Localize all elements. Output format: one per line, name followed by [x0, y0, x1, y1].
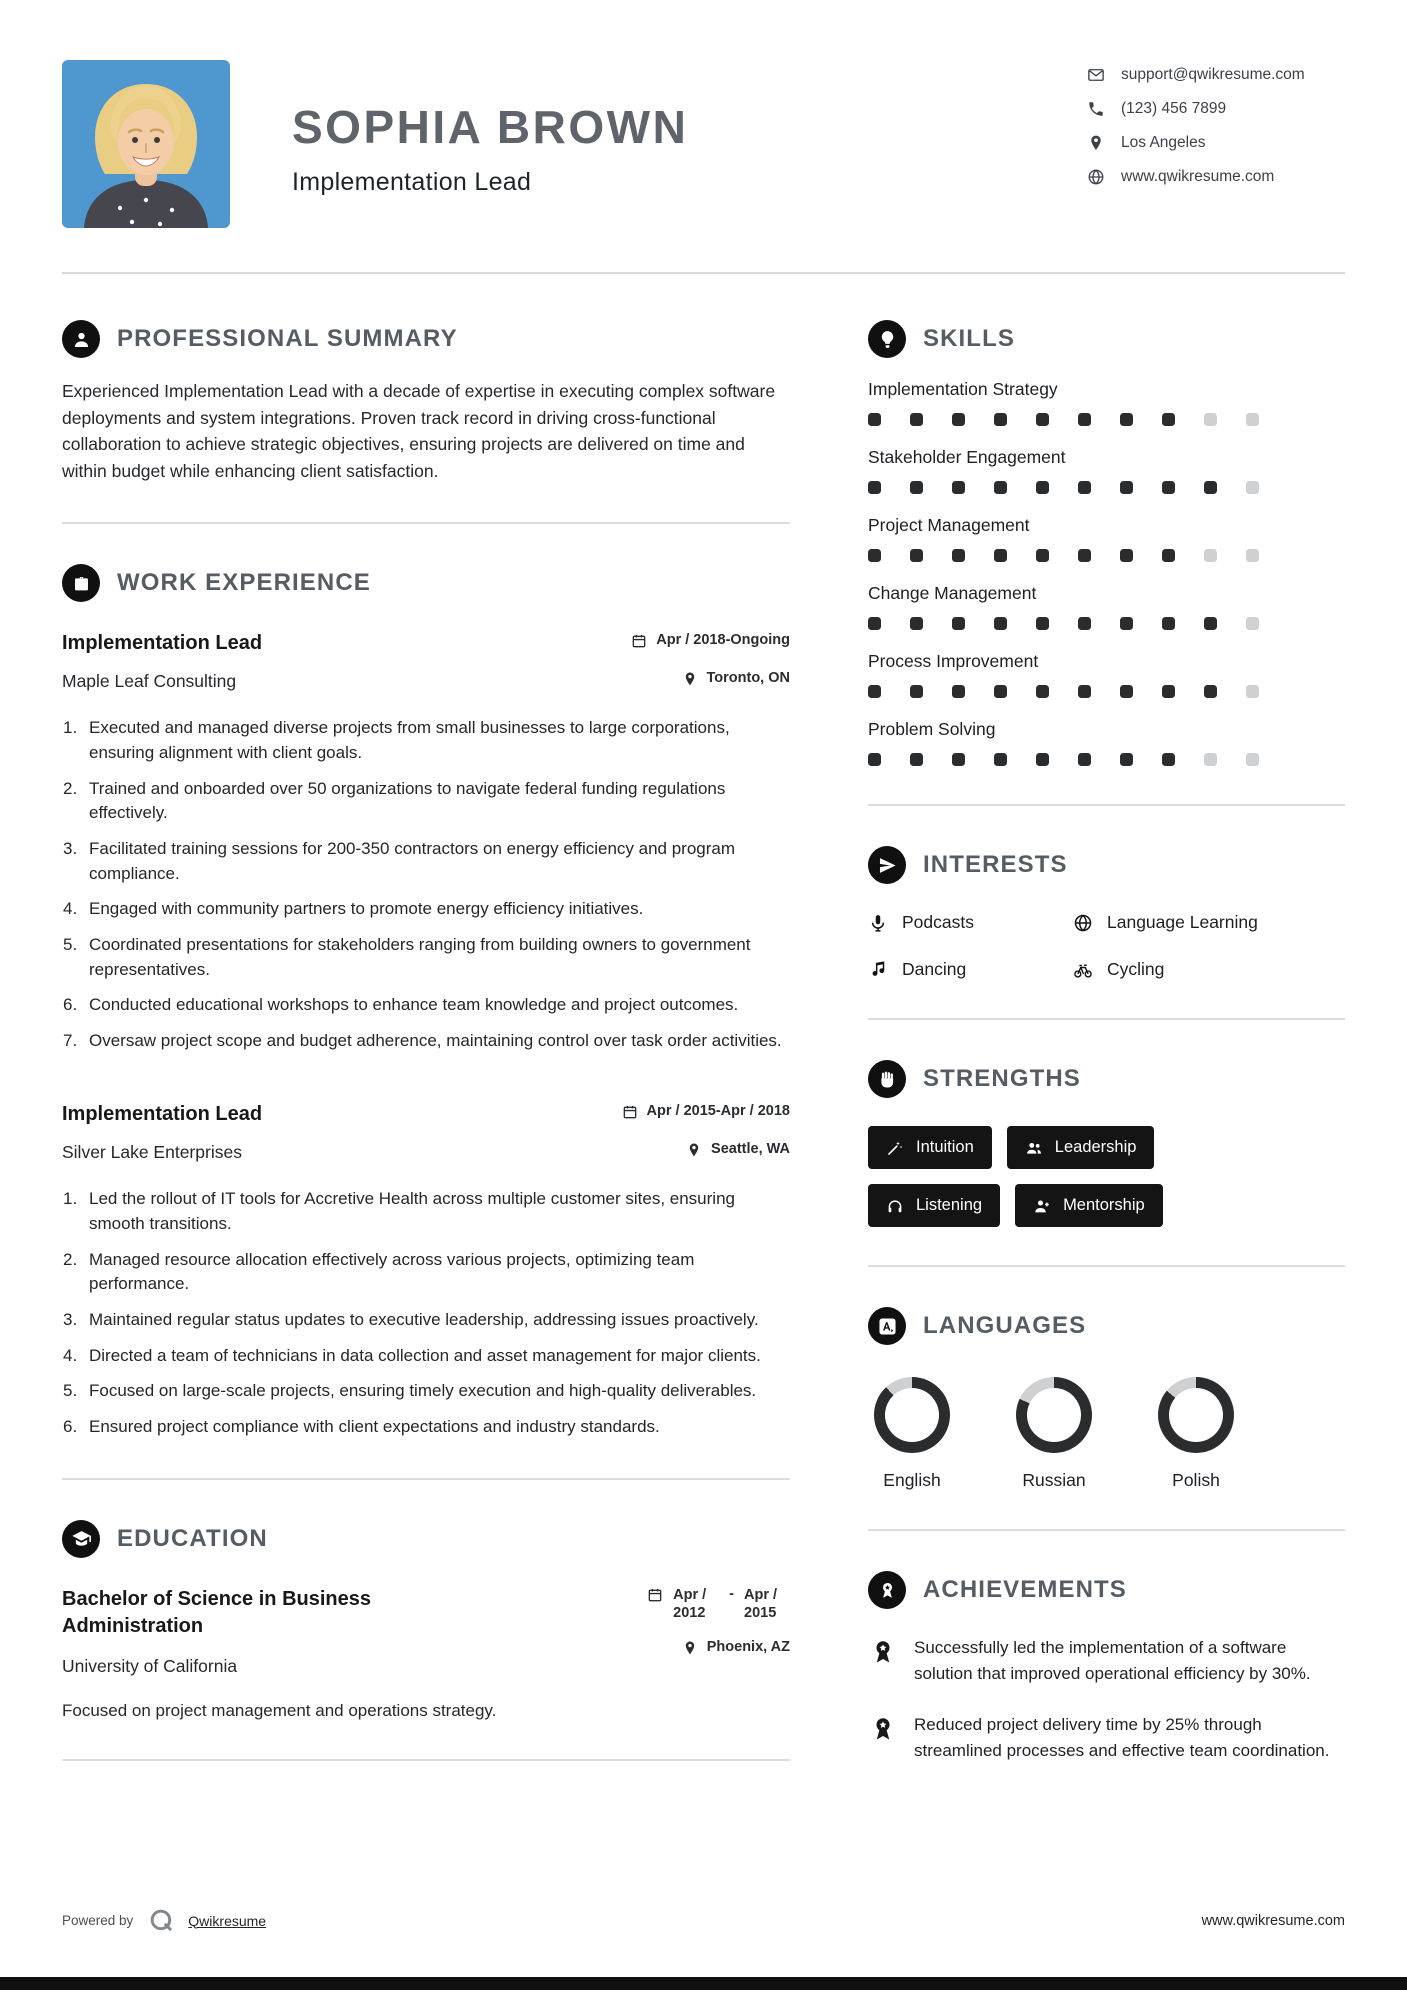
job-bullet: Coordinated presentations for stakeholders ranging from building owners to government representatives.: [89, 934, 751, 979]
strengths-heading-row: [868, 1060, 1345, 1098]
skill-level-square: [1120, 685, 1133, 698]
skill-level-square: [994, 685, 1007, 698]
strength-label: Listening: [916, 1196, 983, 1214]
summary-heading-row: [62, 320, 790, 358]
skill-level-square: [910, 685, 923, 698]
skill-level-square: [952, 753, 965, 766]
job-company-row: [62, 670, 790, 692]
contact-info: [1087, 60, 1345, 228]
skill-level-square: [994, 753, 1007, 766]
fist-icon: [868, 1060, 906, 1098]
skill-level-square: [1204, 481, 1217, 494]
strength-pill: [868, 1126, 992, 1169]
skill-level-square: [952, 549, 965, 562]
education-entry: [62, 1586, 790, 1677]
contact-email: [1087, 66, 1345, 84]
skill-level-square: [1204, 753, 1217, 766]
calendar-icon: [647, 1587, 663, 1603]
school-name: University of California: [62, 1655, 238, 1676]
section-education: [62, 1520, 790, 1721]
section-heading: SKILLS: [923, 325, 1015, 352]
languages-heading-row: [868, 1307, 1345, 1345]
skill-level-bar: [868, 617, 1345, 630]
interest-item: [1073, 959, 1345, 980]
skill-name: Stakeholder Engagement: [868, 447, 1066, 467]
job-title: Implementation Lead: [62, 1103, 263, 1126]
skill-level-square: [868, 413, 881, 426]
job-bullet-list: [62, 1187, 790, 1439]
degree-title: Bachelor of Science in Business Administration: [62, 1587, 371, 1637]
strengths-pills: [868, 1126, 1288, 1227]
job-bullet: Led the rollout of IT tools for Accretive Health across multiple customer sites, ensuring smooth transitions.: [89, 1189, 735, 1234]
powered-by-label: Powered by: [62, 1913, 134, 1928]
achievement-text: Successfully led the implementation of a software solution that improved operational efficiency by 30%.: [914, 1638, 1311, 1683]
skill-level-square: [1036, 753, 1049, 766]
header: [0, 0, 1407, 228]
job-date: Apr / 2018-Ongoing: [656, 632, 790, 649]
interests-grid: [868, 912, 1345, 980]
skill-level-square: [868, 753, 881, 766]
qwikresume-link[interactable]: Qwikresume: [188, 1912, 267, 1929]
strength-pill: [1007, 1126, 1155, 1169]
strength-label: Mentorship: [1063, 1196, 1145, 1214]
right-column: [868, 320, 1345, 1763]
job-date-meta: [622, 1103, 790, 1120]
skill-level-square: [1204, 549, 1217, 562]
skill-level-square: [1246, 685, 1259, 698]
section-work-experience: [62, 564, 790, 1439]
lightbulb-icon: [868, 320, 906, 358]
skill-level-square: [1120, 481, 1133, 494]
section-divider: [62, 1759, 790, 1761]
interest-label: Podcasts: [902, 912, 974, 932]
job-bullet: Ensured project compliance with client expectations and industry standards.: [89, 1416, 660, 1436]
contact-email-text: support@qwikresume.com: [1121, 66, 1305, 83]
bicycle-icon: [1073, 960, 1093, 980]
contact-phone: [1087, 100, 1345, 118]
section-heading: WORK EXPERIENCE: [117, 569, 371, 597]
job-location-meta: [686, 1141, 790, 1158]
skill-level-square: [952, 685, 965, 698]
skill-level-square: [994, 617, 1007, 630]
wand-icon: [886, 1139, 904, 1157]
location-icon: [1087, 134, 1105, 152]
email-icon: [1087, 66, 1105, 84]
skill-level-square: [1036, 685, 1049, 698]
section-heading: STRENGTHS: [923, 1065, 1081, 1092]
achievement-text: Reduced project delivery time by 25% through streamlined processes and effective team coordination.: [914, 1715, 1330, 1760]
medal-icon: [868, 1637, 898, 1667]
language-donut: [1016, 1377, 1092, 1453]
section-professional-summary: [62, 320, 790, 484]
strength-label: Leadership: [1054, 1138, 1137, 1156]
job-date: Apr / 2015-Apr / 2018: [646, 1103, 790, 1120]
skill-level-bar: [868, 753, 1345, 766]
achievements-heading-row: [868, 1571, 1345, 1609]
job-location: Toronto, ON: [706, 670, 790, 687]
skill-level-square: [1246, 549, 1259, 562]
calendar-icon: [631, 633, 647, 649]
skill-item: [868, 651, 1345, 698]
job-bullet: Directed a team of technicians in data collection and asset management for major clients.: [89, 1345, 761, 1365]
language-item: [1152, 1377, 1240, 1491]
paper-plane-icon: [868, 846, 906, 884]
skill-name: Implementation Strategy: [868, 379, 1058, 399]
education-meta: [585, 1586, 790, 1677]
contact-website: [1087, 168, 1345, 186]
translate-icon: [868, 1307, 906, 1345]
contact-website-text: www.qwikresume.com: [1121, 168, 1275, 185]
job-title-row: [62, 630, 790, 657]
headphones-icon: [886, 1197, 904, 1215]
achievement-item: [868, 1635, 1345, 1686]
music-note-icon: [868, 960, 888, 980]
education-heading-row: [62, 1520, 790, 1558]
strength-label: Intuition: [916, 1138, 974, 1156]
education-degree-block: [62, 1586, 492, 1677]
interest-label: Language Learning: [1107, 912, 1258, 932]
pin-icon: [682, 671, 698, 687]
donut-hole: [885, 1388, 939, 1442]
language-name: English: [883, 1470, 941, 1490]
summary-text: Experienced Implementation Lead with a decade of expertise in executing complex software deployments and system integrations. Proven track record in driving cross-functional collaboration to achieve strategic objectives, ensuring projects are delivered on time and within budget while enhancing client satisfaction.: [62, 381, 776, 481]
skill-level-square: [1120, 753, 1133, 766]
skill-item: [868, 379, 1345, 426]
achievement-item: [868, 1712, 1345, 1763]
job-location: Seattle, WA: [711, 1141, 790, 1158]
job-entry: [62, 1101, 790, 1439]
job-company: Maple Leaf Consulting: [62, 671, 237, 692]
job-bullet: Managed resource allocation effectively across various projects, optimizing team performance.: [89, 1249, 695, 1294]
skill-level-square: [952, 413, 965, 426]
section-divider: [868, 804, 1345, 806]
job-bullet: Engaged with community partners to promote energy efficiency initiatives.: [89, 899, 644, 919]
section-heading: EDUCATION: [117, 1524, 268, 1552]
job-location-meta: [682, 670, 791, 687]
language-item: [1010, 1377, 1098, 1491]
section-heading: ACHIEVEMENTS: [923, 1576, 1127, 1603]
interest-item: [1073, 912, 1345, 933]
header-divider: [62, 272, 1345, 274]
skill-level-square: [1246, 617, 1259, 630]
section-interests: [868, 846, 1345, 980]
person-job-title: Implementation Lead: [292, 168, 532, 196]
skill-level-square: [1078, 685, 1091, 698]
job-bullet-list: [62, 716, 790, 1053]
job-title: Implementation Lead: [62, 632, 263, 655]
skill-level-bar: [868, 685, 1345, 698]
skill-level-square: [910, 413, 923, 426]
section-skills: [868, 320, 1345, 766]
interest-item: [868, 912, 1073, 933]
language-name: Polish: [1172, 1470, 1220, 1490]
section-divider: [62, 522, 790, 524]
skill-level-square: [994, 481, 1007, 494]
skill-name: Change Management: [868, 583, 1037, 603]
users-icon: [1025, 1139, 1043, 1157]
contact-location-text: Los Angeles: [1121, 134, 1206, 151]
briefcase-icon: [62, 564, 100, 602]
skill-level-square: [910, 481, 923, 494]
job-bullet: Facilitated training sessions for 200-350 contractors on energy efficiency and program compliance.: [89, 838, 736, 883]
avatar-illustration: [62, 60, 230, 228]
identity-block: [292, 60, 688, 228]
section-divider: [62, 1478, 790, 1480]
skill-level-square: [1246, 481, 1259, 494]
skill-level-square: [1120, 413, 1133, 426]
education-date-end: Apr / 2015: [744, 1586, 778, 1622]
section-achievements: [868, 1571, 1345, 1763]
strength-pill: [868, 1184, 1000, 1227]
skill-level-square: [1204, 685, 1217, 698]
skill-level-bar: [868, 549, 1345, 562]
section-divider: [868, 1265, 1345, 1267]
skill-level-square: [952, 617, 965, 630]
skill-level-square: [1036, 481, 1049, 494]
content-columns: [0, 320, 1407, 1801]
work-heading-row: [62, 564, 790, 602]
job-bullet: Oversaw project scope and budget adherence, maintaining control over task order activities.: [89, 1030, 782, 1050]
skill-name: Problem Solving: [868, 719, 996, 739]
job-bullet: Focused on large-scale projects, ensuring timely execution and high-quality deliverables.: [89, 1381, 757, 1401]
skill-level-square: [994, 549, 1007, 562]
skill-level-square: [910, 617, 923, 630]
skill-level-square: [910, 753, 923, 766]
education-note: Focused on project management and operations strategy.: [62, 1700, 497, 1720]
interest-label: Dancing: [902, 959, 967, 979]
microphone-icon: [868, 913, 888, 933]
person-icon: [62, 320, 100, 358]
skill-item: [868, 447, 1345, 494]
skill-level-square: [1036, 617, 1049, 630]
job-date-meta: [631, 632, 790, 649]
graduation-cap-icon: [62, 1520, 100, 1558]
skill-name: Process Improvement: [868, 651, 1039, 671]
person-name: SOPHIA BROWN: [292, 101, 689, 153]
page-footer: [62, 1907, 1345, 1934]
qwikresume-logo-icon: [148, 1907, 175, 1934]
job-entry: [62, 630, 790, 1053]
skill-level-square: [952, 481, 965, 494]
skill-level-square: [1162, 413, 1175, 426]
skill-level-square: [1162, 549, 1175, 562]
section-heading: PROFESSIONAL SUMMARY: [117, 325, 458, 352]
skill-level-square: [1162, 617, 1175, 630]
language-donut: [1158, 1377, 1234, 1453]
skill-item: [868, 515, 1345, 562]
language-name: Russian: [1022, 1470, 1086, 1490]
job-bullet: Trained and onboarded over 50 organizations to navigate federal funding regulations effectively.: [89, 778, 726, 823]
donut-hole: [1169, 1388, 1223, 1442]
skill-level-bar: [868, 481, 1345, 494]
language-donut: [874, 1377, 950, 1453]
skill-level-square: [1078, 753, 1091, 766]
donut-hole: [1027, 1388, 1081, 1442]
footer-website: www.qwikresume.com: [1201, 1912, 1345, 1929]
skill-level-square: [1162, 753, 1175, 766]
education-dates: [647, 1586, 790, 1624]
section-heading: LANGUAGES: [923, 1312, 1087, 1339]
skill-level-square: [1120, 617, 1133, 630]
job-bullet: Conducted educational workshops to enhance team knowledge and project outcomes.: [89, 995, 739, 1015]
languages-row: [868, 1377, 1345, 1491]
education-location: Phoenix, AZ: [706, 1639, 790, 1656]
skill-level-square: [868, 481, 881, 494]
skill-level-square: [1078, 549, 1091, 562]
pin-icon: [682, 1640, 698, 1656]
bottom-accent-bar: [0, 1977, 1407, 1990]
pin-icon: [686, 1142, 702, 1158]
skill-level-square: [1078, 481, 1091, 494]
skill-level-square: [1120, 549, 1133, 562]
skill-level-square: [868, 685, 881, 698]
section-strengths: [868, 1060, 1345, 1227]
interest-item: [868, 959, 1073, 980]
globe-icon: [1087, 168, 1105, 186]
user-plus-icon: [1033, 1197, 1051, 1215]
job-company: Silver Lake Enterprises: [62, 1142, 242, 1163]
skill-level-square: [1036, 549, 1049, 562]
job-bullet: Maintained regular status updates to executive leadership, addressing issues proactively.: [89, 1309, 759, 1329]
skill-item: [868, 719, 1345, 766]
interest-label: Cycling: [1107, 959, 1165, 979]
section-divider: [868, 1018, 1345, 1020]
profile-photo: [62, 60, 230, 228]
skill-level-square: [868, 617, 881, 630]
skill-level-square: [1246, 753, 1259, 766]
date-separator: -: [729, 1585, 734, 1602]
skill-level-square: [1162, 481, 1175, 494]
section-languages: [868, 1307, 1345, 1491]
job-title-row: [62, 1101, 790, 1128]
contact-location: [1087, 134, 1345, 152]
rosette-icon: [868, 1571, 906, 1609]
skill-level-square: [1162, 685, 1175, 698]
skill-level-square: [1078, 617, 1091, 630]
skill-level-square: [868, 549, 881, 562]
contact-phone-text: (123) 456 7899: [1121, 100, 1227, 117]
language-item: [868, 1377, 956, 1491]
job-bullet: Executed and managed diverse projects from small businesses to large corporations, ensuring alignment with client goals.: [89, 718, 730, 763]
section-heading: INTERESTS: [923, 851, 1068, 878]
skill-level-square: [1078, 413, 1091, 426]
strength-pill: [1015, 1184, 1163, 1227]
job-company-row: [62, 1141, 790, 1163]
section-divider: [868, 1529, 1345, 1531]
skill-name: Project Management: [868, 515, 1030, 535]
medal-icon: [868, 1714, 898, 1744]
skill-level-square: [1036, 413, 1049, 426]
education-location-meta: [682, 1639, 790, 1656]
left-column: [62, 320, 790, 1801]
calendar-icon: [622, 1104, 638, 1120]
skill-level-square: [1204, 617, 1217, 630]
skill-level-square: [994, 413, 1007, 426]
skill-item: [868, 583, 1345, 630]
education-date-start: Apr / 2012: [673, 1586, 707, 1622]
skill-level-square: [910, 549, 923, 562]
interests-heading-row: [868, 846, 1345, 884]
skill-level-square: [1204, 413, 1217, 426]
skills-heading-row: [868, 320, 1345, 358]
skill-level-bar: [868, 413, 1345, 426]
globe-icon: [1073, 913, 1093, 933]
phone-icon: [1087, 100, 1105, 118]
skill-level-square: [1246, 413, 1259, 426]
